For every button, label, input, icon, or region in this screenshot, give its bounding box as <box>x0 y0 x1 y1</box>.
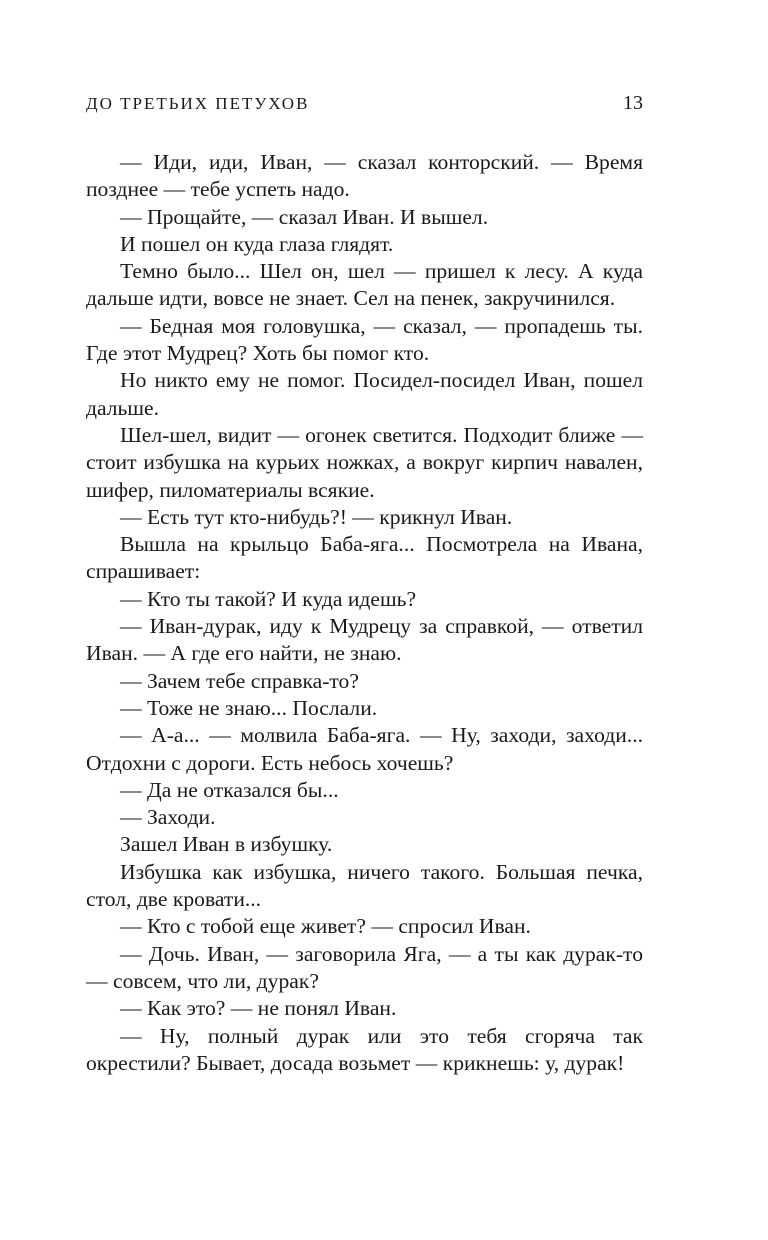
running-head <box>86 94 643 118</box>
paragraph: — Тоже не знаю... Послали. <box>120 695 378 720</box>
paragraph: — Кто с тобой еще живет? — спросил Иван. <box>120 914 531 939</box>
paragraph: — Дочь. Иван, — заговорила Яга, — а ты как дурак-то — совсем, что ли, дурак? <box>86 941 643 993</box>
paragraph: — Заходи. <box>120 805 216 830</box>
paragraph: — Ну, полный дурак или это тебя сгоряча так окрестили? Бывает, досада возьмет — крикнешь: у, дурак! <box>86 1023 643 1075</box>
paragraph: Избушка как избушка, ничего такого. Большая печка, стол, две кровати... <box>86 859 643 912</box>
paragraph: — Прощайте, — сказал Иван. И вышел. <box>120 204 489 229</box>
paragraph: — Бедная моя головушка, — сказал, — пропадешь ты. Где этот Мудрец? Хоть бы помог кто. <box>86 313 643 366</box>
paragraph: Темно было... Шел он, шел — пришел к лесу. А куда дальше идти, вовсе не знает. Сел на пенек, закручинился. <box>86 259 643 311</box>
paragraph: — А-а... — молвила Баба-яга. — Ну, заходи, заходи... Отдохни с дороги. Есть небось хочешь? <box>86 723 643 775</box>
paragraph: — Как это? — не понял Иван. <box>120 996 397 1021</box>
paragraph: — Да не отказался бы... <box>120 777 339 802</box>
paragraph: Вышла на крыльцо Баба-яга... Посмотрела на Ивана, спрашивает: <box>86 532 643 584</box>
paragraph: — Зачем тебе справка-то? <box>120 668 359 693</box>
text-body <box>86 149 643 1077</box>
paragraph: Но никто ему не помог. Посидел-посидел Иван, пошел дальше. <box>86 368 643 420</box>
book-page <box>86 0 643 1240</box>
page-number: 13 <box>623 92 643 114</box>
paragraph: — Иван-дурак, иду к Мудрецу за справкой, — ответил Иван. — А где его найти, не знаю. <box>86 614 643 666</box>
paragraph: — Есть тут кто-нибудь?! — крикнул Иван. <box>120 504 513 529</box>
paragraph: Шел-шел, видит — огонек светится. Подходит ближе — стоит избушка на курьих ножках, а вокруг кирпич навален, шифер, пиломатериалы всякие. <box>86 422 643 502</box>
paragraph: — Кто ты такой? И куда идешь? <box>120 586 417 611</box>
paragraph: — Иди, иди, Иван, — сказал конторский. — Время позднее — тебе успеть надо. <box>86 150 643 202</box>
running-title: ДО ТРЕТЬИХ ПЕТУХОВ <box>86 94 310 113</box>
paragraph: И пошел он куда глаза глядят. <box>120 231 394 256</box>
paragraph: Зашел Иван в избушку. <box>120 832 333 857</box>
